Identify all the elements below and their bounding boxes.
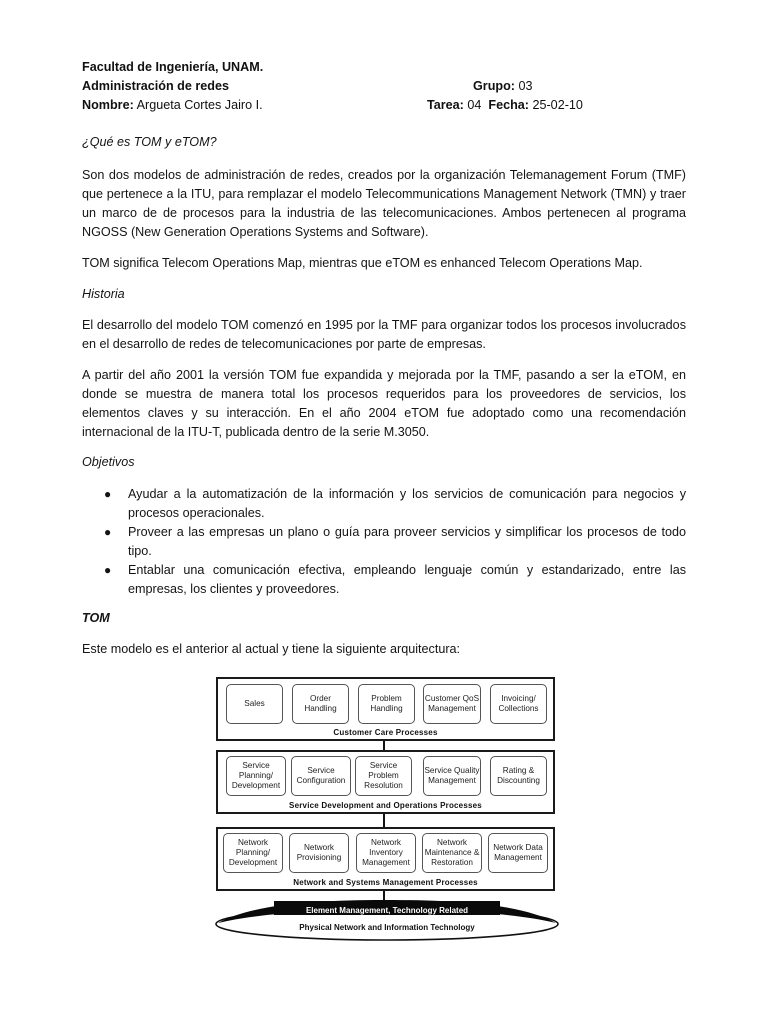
layer-customer-care [216,677,555,741]
section-heading-tom: TOM [82,611,110,625]
foundation-shape [214,897,560,943]
process-box: Network Data Management [488,833,548,873]
task-label: Tarea: [427,98,464,112]
bullet-icon: ● [104,487,112,501]
date-value: 25-02-10 [532,98,583,112]
process-box: Network Planning/ Development [223,833,283,873]
group-info [473,77,533,96]
objective-text: Entablar una comunicación efectiva, empleando lenguaje común y estandarizado, entre las empresas, los clientes y proveedores. [128,563,686,596]
paragraph-acronyms: TOM significa Telecom Operations Map, mientras que eTOM es enhanced Telecom Operations Map. [82,256,643,270]
process-box: Service Problem Resolution [355,756,412,796]
process-box: Sales [226,684,283,724]
foundation-ellipse [214,897,560,943]
name-value: Argueta Cortes Jairo I. [136,98,263,112]
process-box: Customer QoS Management [423,684,481,724]
objective-text: Ayudar a la automatización de la información y los servicios de comunicación para negocios y procesos operacionales. [128,487,686,520]
date-label: Fecha: [488,98,529,112]
process-box: Service Configuration [291,756,351,796]
process-box: Network Maintenance & Restoration [422,833,482,873]
name-label: Nombre: [82,98,134,112]
physical-network-label: Physical Network and Information Technology [299,923,475,932]
group-value: 03 [518,79,533,93]
paragraph-tom-intro: Este modelo es el anterior al actual y tiene la siguiente arquitectura: [82,642,461,656]
objective-item [82,561,686,599]
process-box: Problem Handling [358,684,415,724]
layer-label: Customer Care Processes [333,728,438,737]
task-value: 04 [467,98,482,112]
process-box: Rating & Discounting [490,756,547,796]
layer-label: Service Development and Operations Processes [289,801,482,810]
paragraph-definition: Son dos modelos de administración de redes, creados por la organización Telemanagement Forum (TMF) que pertenece a la ITU, para remplazar el modelo Telecommunications Management Network (TMN) y traer un marco de de procesos para la industria de las telecomunicaciones. Ambos pertenecen al programa NGOSS (New Generation Operations Systems and Software). [82,168,686,239]
section-heading-objectives: Objetivos [82,455,135,469]
objective-item [82,523,686,561]
process-box: Order Handling [292,684,349,724]
process-box: Service Quality Management [423,756,481,796]
student-name [82,96,263,115]
objective-item [82,485,686,523]
task-date-info [427,96,583,115]
process-box: Network Provisioning [289,833,349,873]
process-box: Invoicing/ Collections [490,684,547,724]
paragraph-history-1: El desarrollo del modelo TOM comenzó en 1995 por la TMF para organizar todos los procesos involucrados en el desarrollo de redes de telecomunicaciones por parte de empresas. [82,318,686,351]
group-label: Grupo: [473,79,515,93]
element-management-label: Element Management, Technology Related [305,906,469,915]
course-name: Administración de redes [82,79,229,93]
section-heading-what-is: ¿Qué es TOM y eTOM? [82,135,217,149]
objective-text: Proveer a las empresas un plano o guía para proveer servicios y simplificar los procesos de todo tipo. [128,525,686,558]
paragraph-history-2: A partir del año 2001 la versión TOM fue expandida y mejorada por la TMF, pasando a ser la eTOM, en donde se muestra de manera total los procesos requeridos para los proveedores de servicios, los elementos claves y su interacción. En el año 2004 eTOM fue adoptado como una recomendación internacional de la ITU-T, publicada dentro de la serie M.3050. [82,368,686,439]
connector-line [383,812,385,828]
objectives-list [82,485,686,599]
process-box: Network Inventory Management [356,833,416,873]
layer-network-systems [216,827,555,891]
bullet-icon: ● [104,525,112,539]
tom-architecture-diagram [214,675,560,943]
institution: Facultad de Ingeniería, UNAM. [82,60,264,74]
layer-service-development [216,750,555,814]
bullet-icon: ● [104,563,112,577]
layer-label: Network and Systems Management Processes [293,878,478,887]
process-box: Service Planning/ Development [226,756,286,796]
section-heading-history: Historia [82,287,125,301]
